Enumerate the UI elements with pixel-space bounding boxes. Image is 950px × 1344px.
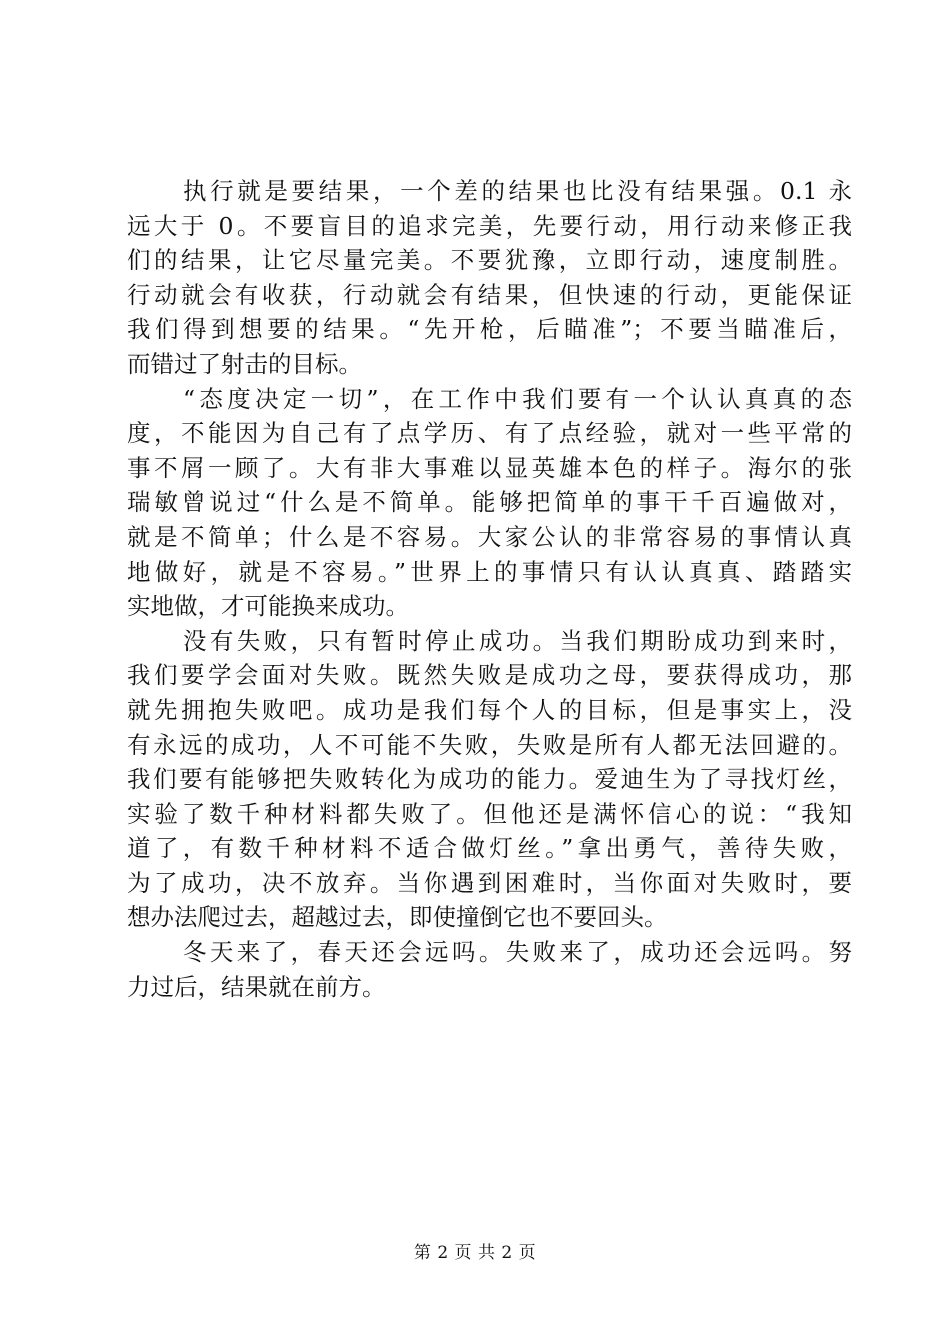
text-line: 有永远的成功，人不可能不失败，失败是所有人都无法回避的。 — [127, 730, 852, 759]
text-line: 度，不能因为自己有了点学历、有了点经验，就对一些平常的 — [127, 419, 852, 448]
text-line: 没有失败，只有暂时停止成功。当我们期盼成功到来时， — [183, 626, 852, 655]
text-line: 就先拥抱失败吧。成功是我们每个人的目标，但是事实上，没 — [127, 695, 852, 724]
text-line: 而错过了射击的目标。 — [127, 349, 362, 378]
text-line: 瑞敏曾说过“什么是不简单。能够把简单的事干千百遍做对， — [127, 488, 852, 517]
document-body — [127, 174, 852, 1004]
text-line: 执行就是要结果，一个差的结果也比没有结果强。0.1 永 — [183, 177, 852, 205]
paragraph-4 — [127, 935, 852, 1004]
text-line: 冬天来了，春天还会远吗。失败来了，成功还会远吗。努 — [183, 938, 852, 967]
text-line: 就是不简单；什么是不容易。大家公认的非常容易的事情认真 — [127, 522, 852, 551]
text-line: 远大于 0。不要盲目的追求完美，先要行动，用行动来修正我 — [127, 211, 852, 240]
text-line: “态度决定一切”，在工作中我们要有一个认认真真的态 — [183, 384, 852, 413]
text-line: 我们得到想要的结果。“先开枪，后瞄准”；不要当瞄准后， — [127, 315, 852, 344]
text-line: 实验了数千种材料都失败了。但他还是满怀信心的说：“我知 — [127, 799, 852, 828]
text-line: 道了，有数千种材料不适合做灯丝。”拿出勇气，善待失败， — [127, 834, 852, 863]
paragraph-2 — [127, 382, 852, 624]
paragraph-1 — [127, 174, 852, 382]
page-number-footer: 第 2 页 共 2 页 — [413, 1243, 537, 1263]
text-line: 为了成功，决不放弃。当你遇到困难时，当你面对失败时，要 — [127, 868, 852, 897]
text-line: 想办法爬过去，超越过去，即使撞倒它也不要回头。 — [127, 903, 668, 932]
text-line: 事不屑一顾了。大有非大事难以显英雄本色的样子。海尔的张 — [127, 453, 852, 482]
text-line: 我们要有能够把失败转化为成功的能力。爱迪生为了寻找灯丝， — [127, 765, 852, 794]
text-line: 地做好，就是不容易。”世界上的事情只有认认真真、踏踏实 — [127, 557, 852, 586]
text-line: 们的结果，让它尽量完美。不要犹豫，立即行动，速度制胜。 — [127, 246, 852, 275]
text-line: 行动就会有收获，行动就会有结果，但快速的行动，更能保证 — [127, 280, 852, 309]
paragraph-3 — [127, 624, 852, 935]
text-line: 力过后，结果就在前方。 — [127, 972, 386, 1001]
text-line: 实地做，才可能换来成功。 — [127, 592, 409, 621]
text-line: 我们要学会面对失败。既然失败是成功之母，要获得成功，那 — [127, 661, 852, 690]
